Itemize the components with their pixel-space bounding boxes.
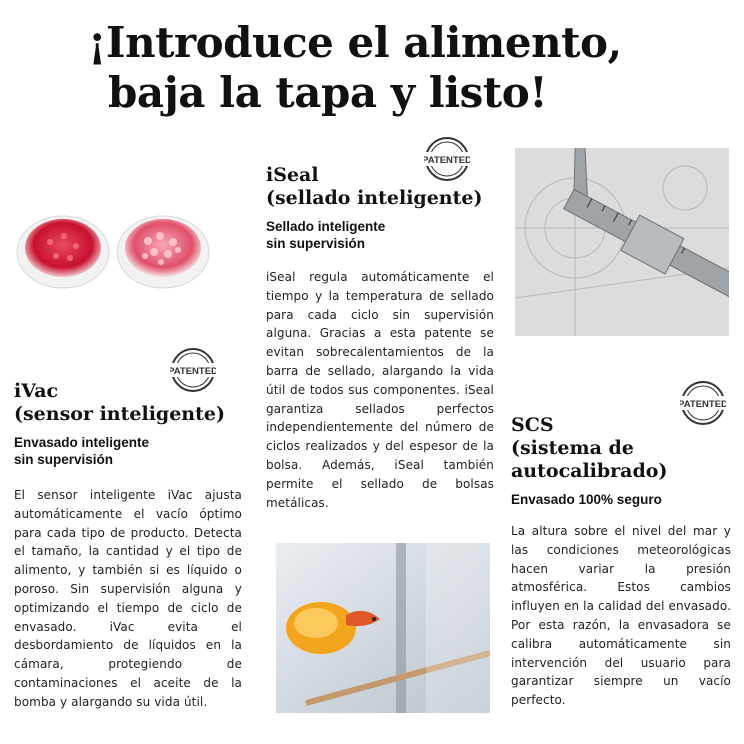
iseal-subtitle xyxy=(266,218,494,252)
ivac-subtitle-line-1: Envasado inteligente xyxy=(14,435,150,450)
headline-line-2: baja la tapa y listo! xyxy=(108,68,548,117)
ivac-body: El sensor inteligente iVac ajusta automáticamente el vacío óptimo para cada tipo de producto. Detecta el tamaño, la cantidad y el tipo de alimento, y también si es líquido o poroso. Sin supervisión alguna y optimizando el tiempo de ciclo de envasado. iVac evita el desbordamiento de líquidos en la cámara, protegiendo de contaminaciones el aceite de la bomba y alargando su vida útil. xyxy=(14,488,242,709)
ivac-title-line-2: (sensor inteligente) xyxy=(14,403,225,425)
scs-section xyxy=(511,414,731,710)
iseal-section xyxy=(266,164,494,512)
vacuum-sealed-fish-image xyxy=(276,543,490,713)
iseal-title-line-2: (sellado inteligente) xyxy=(266,187,483,209)
badge-label: PATENTED xyxy=(424,155,470,166)
iseal-subtitle-line-2: sin supervisión xyxy=(266,236,366,251)
headline-line-1: ¡Introduce el alimento, xyxy=(88,18,622,67)
badge-label: PATENTED xyxy=(170,366,216,377)
petri-dishes-image xyxy=(8,196,218,296)
scs-title-line-1: SCS xyxy=(511,414,554,436)
iseal-title-line-1: iSeal xyxy=(266,164,319,186)
ivac-title-line-1: iVac xyxy=(14,380,59,402)
ivac-subtitle xyxy=(14,434,242,468)
scs-title xyxy=(511,414,731,483)
iseal-body: iSeal regula automáticamente el tiempo y la temperatura de sellado para cada ciclo sin supervisión alguna. Gracias a esta patente se evitan sobrecalentamientos de la barra de sellado, alargando la vida útil de todos sus componentes. iSeal garantiza sellados perfectos independientemente del número de ciclos realizados y del espesor de la bolsa. Además, iSeal también permite el sellado de bolsas metálicas. xyxy=(266,270,494,510)
iseal-title xyxy=(266,164,494,210)
scs-title-line-3: autocalibrado) xyxy=(511,460,668,482)
scs-subtitle: Envasado 100% seguro xyxy=(511,492,662,507)
ivac-section xyxy=(14,380,242,712)
caliper-blueprint-image xyxy=(515,148,729,336)
scs-body: La altura sobre el nivel del mar y las condiciones meteorológicas hacen variar la presión atmosférica. Estos cambios influyen en la calidad del envasado. Por esta razón, la envasadora se calibra automáticamente sin intervención del usuario para garantizar siempre un vacío perfecto. xyxy=(511,524,731,708)
ivac-subtitle-line-2: sin supervisión xyxy=(14,452,114,467)
scs-title-line-2: (sistema de xyxy=(511,437,634,459)
badge-label: PATENTED xyxy=(680,399,726,410)
iseal-subtitle-line-1: Sellado inteligente xyxy=(266,219,386,234)
ivac-title xyxy=(14,380,242,426)
page-headline xyxy=(88,18,728,118)
